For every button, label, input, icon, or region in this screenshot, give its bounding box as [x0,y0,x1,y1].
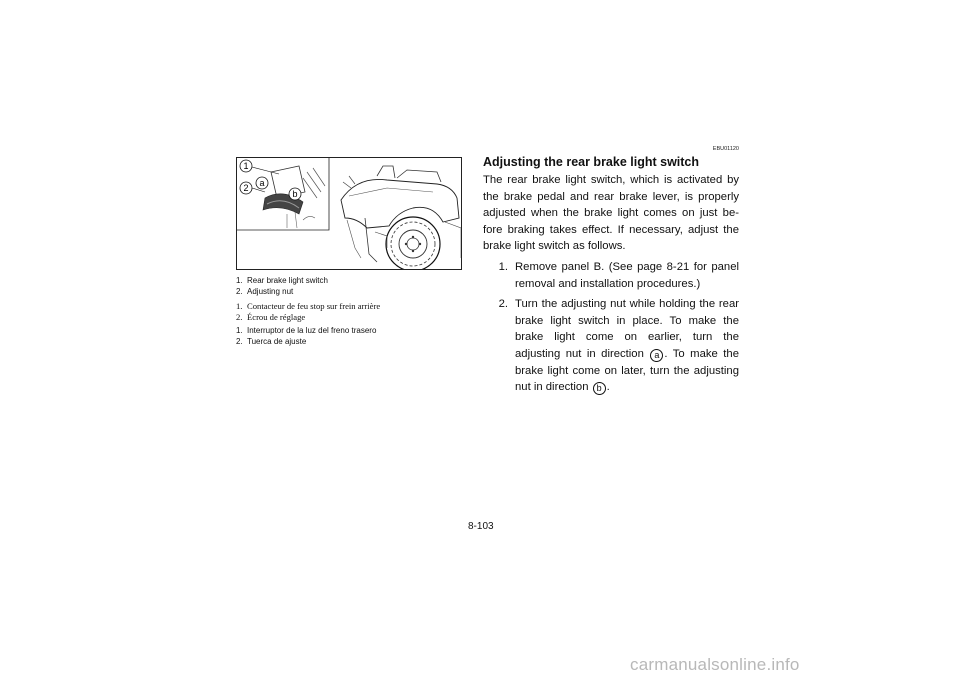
callout-a: a [259,178,265,188]
step-text: Turn the adjusting nut while holding the rear brake light switch in place. To make the brake light come on earlier, turn the adjusting nut in direction a . To make the brake light come on later, turn the adjusting nut in direction b . [515,298,739,394]
caption-line: 1. Interruptor de la luz del freno trasero [236,326,377,335]
direction-b-symbol: b [593,382,606,395]
intro-paragraph: The rear brake light switch, which is activated by the brake pedal and rear brake lever, is properly adjusted when the brake light comes on just be-fore braking takes effect. If necessary, adjust the brake light switch as follows. [483,174,739,253]
caption-line: 2. Adjusting nut [236,286,294,296]
atv-rear-drawing [237,158,462,270]
callout-1: 1 [243,161,249,171]
page-number: 8-103 [468,521,494,532]
captions-french [236,301,476,322]
captions-english [236,276,476,297]
figure-captions [236,276,476,351]
captions-spanish [236,326,476,347]
caption-line: 2. Écrou de réglage [236,311,306,322]
instruction-section [483,146,739,396]
step-item [483,296,739,396]
watermark: carmanualsonline.info [630,655,800,674]
step-item [483,259,739,292]
steps-list [483,259,739,396]
caption-line: 1. Rear brake light switch [236,276,328,285]
callout-b: b [292,189,298,199]
callout-2: 2 [243,183,249,193]
step-number: 1. [498,260,508,273]
caption-line: 1. Contacteur de feu stop sur frein arrière [236,301,381,311]
brake-switch-illustration [236,157,462,270]
caption-line: 2. Tuerca de ajuste [236,336,307,346]
direction-a-symbol: a [650,349,663,362]
step-text: Remove panel B. (See page 8-21 for panel removal and installation procedures.) [515,260,739,290]
section-code: EBU01120 [712,146,739,152]
section-title: Adjusting the rear brake light switch [483,155,700,169]
step-number: 2. [498,298,508,311]
